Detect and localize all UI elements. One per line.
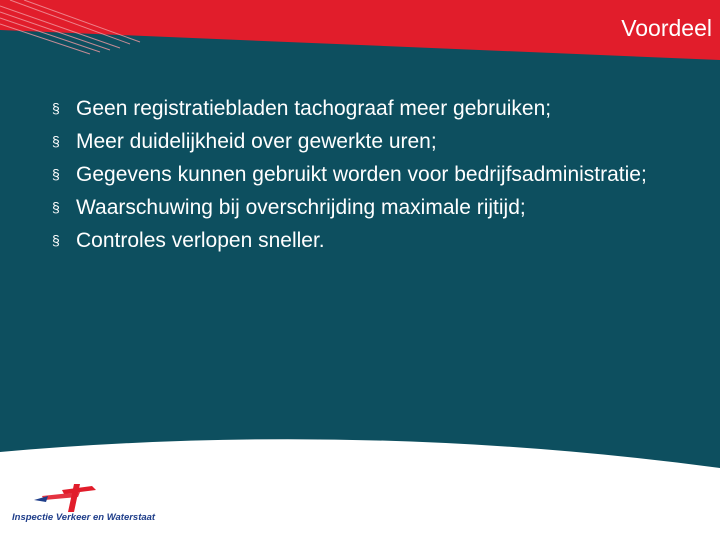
slide-title: Voordeel bbox=[621, 15, 712, 41]
bullet-marker: § bbox=[52, 133, 60, 149]
bullet-text: Gegevens kunnen gebruikt worden voor bedrijfsadministratie; bbox=[76, 163, 647, 186]
bullet-marker: § bbox=[52, 199, 60, 215]
bullet-text: Meer duidelijkheid over gewerkte uren; bbox=[76, 130, 437, 153]
bullet-item bbox=[52, 226, 692, 255]
bullet-list bbox=[52, 94, 692, 259]
inspectie-logo bbox=[12, 484, 182, 526]
bullet-item bbox=[52, 94, 692, 123]
bullet-text: Controles verlopen sneller. bbox=[76, 229, 325, 252]
bullet-marker: § bbox=[52, 232, 60, 248]
bullet-item bbox=[52, 160, 692, 189]
bullet-text: Waarschuwing bij overschrijding maximale rijtijd; bbox=[76, 196, 526, 219]
bullet-item bbox=[52, 193, 692, 222]
red-cross-arrow-logo-icon bbox=[34, 484, 114, 514]
bullet-text: Geen registratiebladen tachograaf meer gebruiken; bbox=[76, 97, 552, 120]
bullet-item bbox=[52, 127, 692, 156]
bullet-marker: § bbox=[52, 100, 60, 116]
bullet-marker: § bbox=[52, 166, 60, 182]
logo-text: Inspectie Verkeer en Waterstaat bbox=[12, 512, 156, 523]
